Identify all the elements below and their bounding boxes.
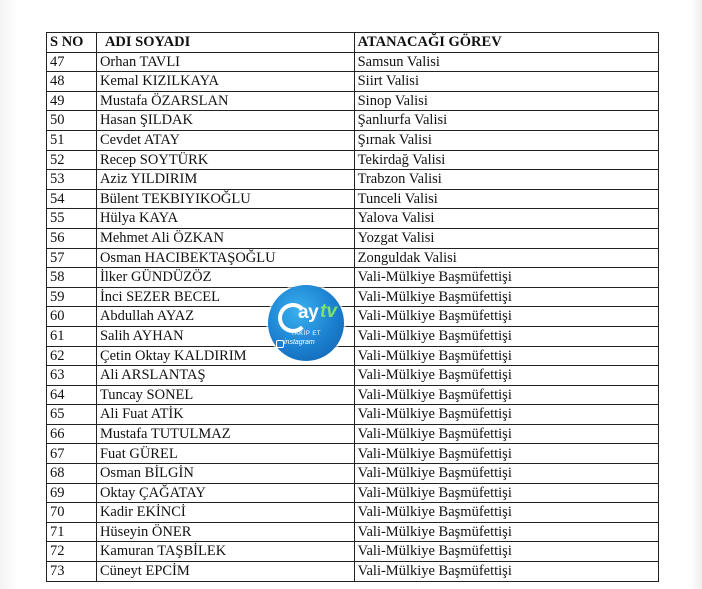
cell-name: Mustafa ÖZARSLAN — [96, 91, 354, 111]
cell-name: İnci SEZER BECEL — [96, 287, 354, 307]
table-row — [47, 562, 659, 582]
cell-no: 72 — [47, 542, 97, 562]
table-row — [47, 209, 659, 229]
cell-role: Sinop Valisi — [354, 91, 658, 111]
cell-no: 70 — [47, 503, 97, 523]
table-row — [47, 189, 659, 209]
cell-no: 49 — [47, 91, 97, 111]
logo-takip-text: TAKİP ET — [290, 331, 322, 337]
cell-name: Aziz YILDIRIM — [96, 170, 354, 190]
cell-no: 50 — [47, 111, 97, 131]
cell-no: 56 — [47, 228, 97, 248]
cell-role: Samsun Valisi — [354, 52, 658, 72]
table-row — [47, 150, 659, 170]
cell-name: Mehmet Ali ÖZKAN — [96, 228, 354, 248]
cell-no: 62 — [47, 346, 97, 366]
cell-no: 68 — [47, 464, 97, 484]
cell-role: Vali-Mülkiye Başmüfettişi — [354, 307, 658, 327]
cell-name: Hülya KAYA — [96, 209, 354, 229]
cell-role: Vali-Mülkiye Başmüfettişi — [354, 405, 658, 425]
cell-role: Vali-Mülkiye Başmüfettişi — [354, 366, 658, 386]
table-row — [47, 346, 659, 366]
cell-no: 60 — [47, 307, 97, 327]
cell-no: 61 — [47, 326, 97, 346]
cell-no: 73 — [47, 562, 97, 582]
cell-role: Yalova Valisi — [354, 209, 658, 229]
cell-role: Vali-Mülkiye Başmüfettişi — [354, 385, 658, 405]
table-row — [47, 444, 659, 464]
cell-name: Kamuran TAŞBİLEK — [96, 542, 354, 562]
cell-role: Vali-Mülkiye Başmüfettişi — [354, 562, 658, 582]
cell-no: 69 — [47, 483, 97, 503]
cell-no: 48 — [47, 72, 97, 92]
caytv-watermark-logo — [268, 285, 344, 361]
cell-name: Oktay ÇAĞATAY — [96, 483, 354, 503]
cell-no: 57 — [47, 248, 97, 268]
table-row — [47, 542, 659, 562]
cell-role: Şırnak Valisi — [354, 130, 658, 150]
cell-name: Hüseyin ÖNER — [96, 522, 354, 542]
cell-name: Orhan TAVLI — [96, 52, 354, 72]
cell-name: Recep SOYTÜRK — [96, 150, 354, 170]
cell-role: Vali-Mülkiye Başmüfettişi — [354, 483, 658, 503]
cell-name: Bülent TEKBIYIKOĞLU — [96, 189, 354, 209]
table-row — [47, 326, 659, 346]
cell-role: Vali-Mülkiye Başmüfettişi — [354, 268, 658, 288]
cell-no: 58 — [47, 268, 97, 288]
table-row — [47, 307, 659, 327]
table-row — [47, 52, 659, 72]
cell-role: Tunceli Valisi — [354, 189, 658, 209]
cell-no: 55 — [47, 209, 97, 229]
table-row — [47, 405, 659, 425]
cell-no: 53 — [47, 170, 97, 190]
cell-no: 47 — [47, 52, 97, 72]
table-row — [47, 385, 659, 405]
cell-name: Ali ARSLANTAŞ — [96, 366, 354, 386]
cell-role: Vali-Mülkiye Başmüfettişi — [354, 542, 658, 562]
table-row — [47, 248, 659, 268]
logo-instagram-text: instagram — [284, 339, 315, 346]
cell-role: Vali-Mülkiye Başmüfettişi — [354, 287, 658, 307]
table-row — [47, 287, 659, 307]
cell-role: Zonguldak Valisi — [354, 248, 658, 268]
cell-name: Cevdet ATAY — [96, 130, 354, 150]
cell-role: Yozgat Valisi — [354, 228, 658, 248]
cell-no: 59 — [47, 287, 97, 307]
cell-name: Mustafa TUTULMAZ — [96, 424, 354, 444]
logo-tv-text: tv — [320, 301, 337, 322]
table-row — [47, 464, 659, 484]
cell-name: Cüneyt EPCİM — [96, 562, 354, 582]
cell-role: Vali-Mülkiye Başmüfettişi — [354, 326, 658, 346]
cell-name: Kemal KIZILKAYA — [96, 72, 354, 92]
cell-name: Abdullah AYAZ — [96, 307, 354, 327]
cell-name: Çetin Oktay KALDIRIM — [96, 346, 354, 366]
cell-no: 71 — [47, 522, 97, 542]
cell-no: 66 — [47, 424, 97, 444]
table-row — [47, 268, 659, 288]
table-row — [47, 522, 659, 542]
cell-no: 52 — [47, 150, 97, 170]
table-header-row — [47, 33, 659, 53]
cell-no: 63 — [47, 366, 97, 386]
cell-name: Osman BİLGİN — [96, 464, 354, 484]
table-row — [47, 72, 659, 92]
table-row — [47, 483, 659, 503]
cell-name: Osman HACIBEKTAŞOĞLU — [96, 248, 354, 268]
cell-role: Vali-Mülkiye Başmüfettişi — [354, 444, 658, 464]
table-row — [47, 503, 659, 523]
cell-name: İlker GÜNDÜZÖZ — [96, 268, 354, 288]
table-row — [47, 170, 659, 190]
table-row — [47, 424, 659, 444]
cell-no: 67 — [47, 444, 97, 464]
cell-no: 64 — [47, 385, 97, 405]
cell-name: Hasan ŞILDAK — [96, 111, 354, 131]
header-role: ATANACAĞI GÖREV — [354, 33, 658, 53]
table-row — [47, 366, 659, 386]
cell-role: Vali-Mülkiye Başmüfettişi — [354, 346, 658, 366]
cell-role: Trabzon Valisi — [354, 170, 658, 190]
cell-role: Siirt Valisi — [354, 72, 658, 92]
cell-role: Vali-Mülkiye Başmüfettişi — [354, 522, 658, 542]
header-name: ADI SOYADI — [96, 33, 354, 53]
cell-role: Vali-Mülkiye Başmüfettişi — [354, 503, 658, 523]
header-no: S NO — [47, 33, 97, 53]
cell-no: 65 — [47, 405, 97, 425]
cell-role: Tekirdağ Valisi — [354, 150, 658, 170]
cell-no: 54 — [47, 189, 97, 209]
appointment-table — [46, 32, 659, 582]
instagram-icon — [276, 340, 284, 348]
cell-name: Ali Fuat ATİK — [96, 405, 354, 425]
cell-name: Fuat GÜREL — [96, 444, 354, 464]
cell-name: Kadir EKİNCİ — [96, 503, 354, 523]
logo-brand-text: ay — [298, 302, 319, 323]
table-row — [47, 130, 659, 150]
table-row — [47, 111, 659, 131]
cell-no: 51 — [47, 130, 97, 150]
table-row — [47, 228, 659, 248]
cell-name: Salih AYHAN — [96, 326, 354, 346]
table-row — [47, 91, 659, 111]
cell-name: Tuncay SONEL — [96, 385, 354, 405]
cell-role: Vali-Mülkiye Başmüfettişi — [354, 424, 658, 444]
cell-role: Şanlıurfa Valisi — [354, 111, 658, 131]
cell-role: Vali-Mülkiye Başmüfettişi — [354, 464, 658, 484]
